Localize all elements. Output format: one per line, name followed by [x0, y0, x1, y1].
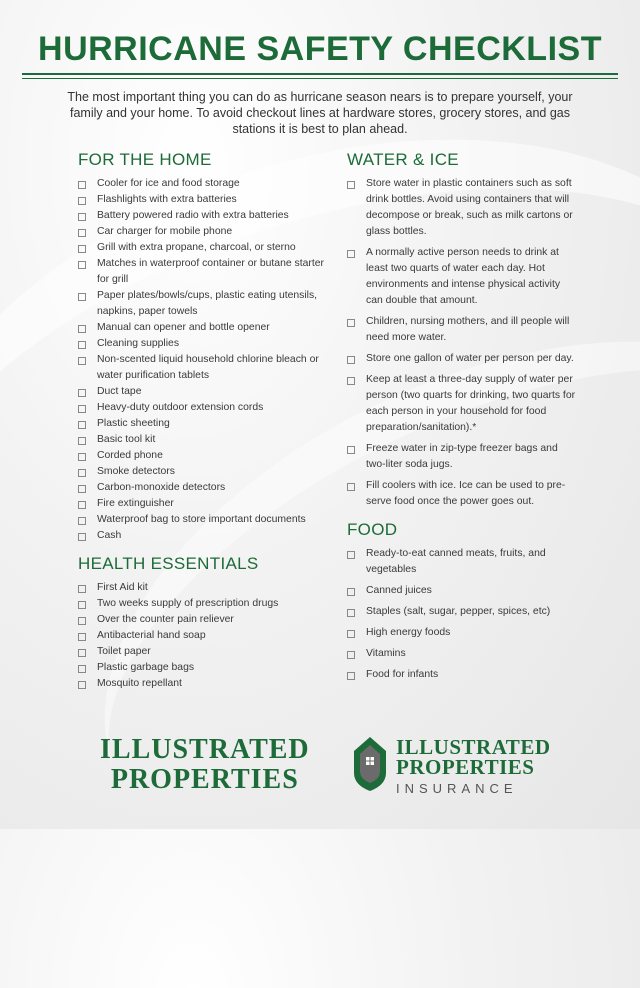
empty-checkbox-icon: [78, 681, 86, 689]
checklist-item-text: Freeze water in zip-type freezer bags and two-liter soda jugs.: [366, 443, 558, 470]
checklist-item-text: Store water in plastic containers such as soft drink bottles. Avoid using containers that will decompose or break, such as milk cartons or glass bottles.: [366, 178, 573, 237]
empty-checkbox-icon: [347, 446, 355, 454]
section-heading-home: FOR THE HOME: [78, 150, 212, 169]
logo-right-line1: ILLUSTRATED: [396, 735, 551, 759]
checklist-item: [78, 192, 328, 208]
empty-checkbox-icon: [78, 245, 86, 253]
checklist-item-text: Basic tool kit: [97, 434, 156, 445]
empty-checkbox-icon: [78, 229, 86, 237]
empty-checkbox-icon: [78, 405, 86, 413]
empty-checkbox-icon: [78, 649, 86, 657]
checklist-item: [78, 676, 328, 692]
checklist-item: [347, 546, 577, 578]
checklist-item-text: Smoke detectors: [97, 466, 175, 477]
empty-checkbox-icon: [78, 197, 86, 205]
page-title: HURRICANE SAFETY CHECKLIST: [38, 30, 602, 68]
checklist-item-text: Waterproof bag to store important documents: [97, 514, 306, 525]
checklist-item-text: Keep at least a three-day supply of water per person (two quarts for drinking, two quarts for each person in your household for food preparation/sanitation).*: [366, 374, 576, 433]
checklist-item-text: Cooler for ice and food storage: [97, 178, 240, 189]
checklist-item: [78, 416, 328, 432]
empty-checkbox-icon: [78, 585, 86, 593]
checklist-health: [78, 580, 328, 692]
checklist-item-text: Staples (salt, sugar, pepper, spices, etc): [366, 606, 551, 617]
empty-checkbox-icon: [78, 665, 86, 673]
empty-checkbox-icon: [347, 250, 355, 258]
checklist-home: [78, 176, 328, 544]
empty-checkbox-icon: [347, 630, 355, 638]
section-heading-food: FOOD: [347, 520, 398, 539]
checklist-item: [347, 478, 577, 510]
checklist-item: [78, 596, 328, 612]
empty-checkbox-icon: [347, 319, 355, 327]
empty-checkbox-icon: [78, 325, 86, 333]
house-shield-icon: [348, 733, 392, 793]
empty-checkbox-icon: [347, 551, 355, 559]
empty-checkbox-icon: [78, 469, 86, 477]
checklist-item-text: Store one gallon of water per person per day.: [366, 353, 574, 364]
empty-checkbox-icon: [78, 517, 86, 525]
empty-checkbox-icon: [78, 213, 86, 221]
checklist-item-text: Matches in waterproof container or butane starter for grill: [97, 258, 324, 285]
empty-checkbox-icon: [347, 672, 355, 680]
checklist-item: [78, 448, 328, 464]
checklist-item-text: Flashlights with extra batteries: [97, 194, 237, 205]
empty-checkbox-icon: [78, 633, 86, 641]
empty-checkbox-icon: [78, 181, 86, 189]
checklist-item-text: Ready-to-eat canned meats, fruits, and vegetables: [366, 548, 546, 575]
checklist-item: [78, 240, 328, 256]
checklist-item-text: Carbon-monoxide detectors: [97, 482, 226, 493]
checklist-item-text: Two weeks supply of prescription drugs: [97, 598, 279, 609]
checklist-item: [78, 256, 328, 288]
checklist-item: [347, 667, 577, 683]
checklist-item: [347, 351, 577, 367]
checklist-item-text: Antibacterial hand soap: [97, 630, 206, 641]
checklist-item: [78, 352, 328, 384]
checklist-item: [347, 625, 577, 641]
checklist-item-text: Children, nursing mothers, and ill people will need more water.: [366, 316, 570, 343]
checklist-item: [78, 336, 328, 352]
empty-checkbox-icon: [347, 377, 355, 385]
section-heading-water: WATER & ICE: [347, 150, 459, 169]
checklist-item: [78, 400, 328, 416]
checklist-item: [78, 580, 328, 596]
title-divider: [22, 73, 618, 75]
checklist-item: [347, 245, 577, 309]
checklist-item-text: Toilet paper: [97, 646, 151, 657]
empty-checkbox-icon: [347, 588, 355, 596]
checklist-item: [78, 288, 328, 320]
checklist-item: [78, 224, 328, 240]
checklist-item: [78, 320, 328, 336]
empty-checkbox-icon: [78, 453, 86, 461]
checklist-item: [78, 644, 328, 660]
checklist-item: [78, 528, 328, 544]
checklist-item-text: Mosquito repellant: [97, 678, 182, 689]
left-column: [78, 150, 328, 702]
checklist-item-text: Over the counter pain reliever: [97, 614, 234, 625]
empty-checkbox-icon: [347, 181, 355, 189]
checklist-item: [347, 646, 577, 662]
logo-right-line2: PROPERTIES: [396, 755, 535, 779]
checklist-item: [347, 372, 577, 436]
checklist-item-text: Car charger for mobile phone: [97, 226, 233, 237]
empty-checkbox-icon: [78, 293, 86, 301]
checklist-item-text: Battery powered radio with extra batteries: [97, 210, 289, 221]
empty-checkbox-icon: [78, 485, 86, 493]
empty-checkbox-icon: [78, 421, 86, 429]
checklist-item: [78, 176, 328, 192]
empty-checkbox-icon: [347, 483, 355, 491]
checklist-item: [347, 604, 577, 620]
checklist-item-text: Grill with extra propane, charcoal, or sterno: [97, 242, 296, 253]
checklist-item-text: Corded phone: [97, 450, 163, 461]
checklist-item: [78, 464, 328, 480]
empty-checkbox-icon: [78, 437, 86, 445]
checklist-item: [78, 628, 328, 644]
checklist-item: [78, 660, 328, 676]
checklist-item-text: Fire extinguisher: [97, 498, 174, 509]
logo-right-line3: INSURANCE: [396, 781, 518, 796]
checklist-item-text: Paper plates/bowls/cups, plastic eating utensils, napkins, paper towels: [97, 290, 318, 317]
empty-checkbox-icon: [78, 389, 86, 397]
checklist-water: [347, 176, 577, 510]
checklist-item-text: Vitamins: [366, 648, 406, 659]
empty-checkbox-icon: [347, 609, 355, 617]
empty-checkbox-icon: [347, 651, 355, 659]
checklist-item: [78, 208, 328, 224]
checklist-item: [347, 176, 577, 240]
checklist-item: [78, 432, 328, 448]
empty-checkbox-icon: [347, 356, 355, 364]
empty-checkbox-icon: [78, 601, 86, 609]
checklist-item-text: Non-scented liquid household chlorine bleach or water purification tablets: [97, 354, 319, 381]
checklist-item-text: Duct tape: [97, 386, 142, 397]
checklist-item-text: Cleaning supplies: [97, 338, 180, 349]
checklist-item-text: Fill coolers with ice. Ice can be used to pre-serve food once the power goes out.: [366, 480, 566, 507]
checklist-item-text: Canned juices: [366, 585, 432, 596]
checklist-item: [78, 496, 328, 512]
illustrated-properties-logo: [100, 735, 310, 795]
checklist-item-text: High energy foods: [366, 627, 451, 638]
checklist-item-text: A normally active person needs to drink at least two quarts of water each day. Hot environments and intense physical activity can double that amount.: [366, 247, 561, 306]
empty-checkbox-icon: [78, 357, 86, 365]
illustrated-properties-insurance-logo: [348, 733, 551, 813]
logo-left-line2: PROPERTIES: [110, 764, 299, 795]
checklist-food: [347, 546, 577, 683]
checklist-item: [347, 314, 577, 346]
checklist-item: [78, 384, 328, 400]
empty-checkbox-icon: [78, 501, 86, 509]
empty-checkbox-icon: [78, 261, 86, 269]
checklist-item: [78, 480, 328, 496]
empty-checkbox-icon: [78, 617, 86, 625]
checklist-item: [347, 583, 577, 599]
right-column: [347, 150, 577, 693]
checklist-item-text: Plastic garbage bags: [97, 662, 195, 673]
empty-checkbox-icon: [78, 533, 86, 541]
intro-paragraph: The most important thing you can do as hurricane season nears is to prepare yourself, your family and your home. To avoid checkout lines at hardware stores, grocery stores, and gas stations it is best to plan ahead.: [67, 90, 573, 136]
checklist-item-text: Plastic sheeting: [97, 418, 170, 429]
checklist-item-text: First Aid kit: [97, 582, 148, 593]
checklist-item-text: Manual can opener and bottle opener: [97, 322, 270, 333]
checklist-item: [347, 441, 577, 473]
empty-checkbox-icon: [78, 341, 86, 349]
checklist-item-text: Food for infants: [366, 669, 439, 680]
section-heading-health: HEALTH ESSENTIALS: [78, 554, 259, 573]
checklist-item: [78, 612, 328, 628]
logo-left-line1: ILLUSTRATED: [100, 734, 310, 765]
checklist-item: [78, 512, 328, 528]
title-divider-thin: [22, 78, 618, 79]
checklist-item-text: Cash: [97, 530, 122, 541]
checklist-item-text: Heavy-duty outdoor extension cords: [97, 402, 264, 413]
